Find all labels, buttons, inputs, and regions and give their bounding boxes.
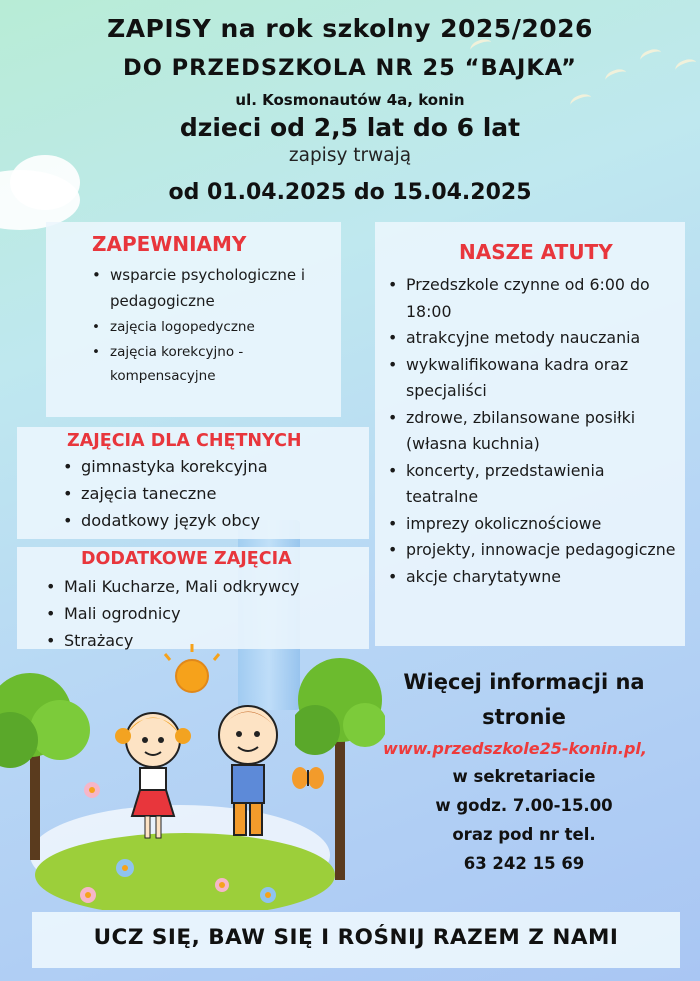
more-info-label-2: stronie: [482, 705, 566, 729]
list-item: • zdrowe, zbilansowane posiłki (własna kuchnia): [406, 405, 681, 458]
list-item: • wsparcie psychologiczne i pedagogiczne: [110, 262, 338, 314]
phone-number: 63 242 15 69: [463, 854, 585, 873]
zapewniamy-list: [110, 262, 338, 389]
slogan-text: UCZ SIĘ, BAW SIĘ I ROŚNIJ RAZEM Z NAMI: [93, 925, 619, 950]
list-item: • atrakcyjne metody nauczania: [406, 325, 681, 352]
nasze-atuty-panel: [375, 222, 685, 646]
enrollment-label: zapisy trwają: [288, 145, 412, 166]
zajecia-dla-chetnych-title: ZAJĘCIA DLA CHĘTNYCH: [67, 431, 302, 451]
more-info-label: Więcej informacji na: [403, 670, 645, 694]
list-item: • imprezy okolicznościowe: [406, 511, 681, 538]
list-item: • zajęcia korekcyjno - kompensacyjne: [110, 340, 338, 388]
address: ul. Kosmonautów 4a, konin: [235, 91, 465, 109]
list-item: • akcje charytatywne: [406, 564, 681, 591]
list-item: • zajęcia taneczne: [81, 480, 367, 507]
list-item: • koncerty, przedstawienia teatralne: [406, 458, 681, 511]
list-item: • Przedszkole czynne od 6:00 do 18:00: [406, 272, 681, 325]
zajecia-dla-chetnych-list: [81, 453, 367, 534]
zapewniamy-panel: [46, 222, 341, 417]
list-item: • gimnastyka korekcyjna: [81, 453, 367, 480]
zajecia-dla-chetnych-panel: [17, 427, 369, 539]
list-item: • wykwalifikowana kadra oraz specjaliści: [406, 352, 681, 405]
age-range: dzieci od 2,5 lat do 6 lat: [179, 113, 521, 142]
list-item: • Strażacy: [64, 627, 364, 654]
nasze-atuty-list: [406, 272, 681, 590]
office-hours: w godz. 7.00-15.00: [435, 796, 613, 815]
title-line: ZAPISY na rok szkolny 2025/2026: [107, 14, 593, 43]
list-item: • Mali ogrodnicy: [64, 600, 364, 627]
list-item: • dodatkowy język obcy: [81, 507, 367, 534]
dodatkowe-zajecia-panel: [17, 547, 369, 649]
list-item: • Mali Kucharze, Mali odkrywcy: [64, 573, 364, 600]
nasze-atuty-title: NASZE ATUTY: [459, 240, 613, 264]
zapewniamy-title: ZAPEWNIAMY: [92, 232, 247, 256]
school-name: DO PRZEDSZKOLA NR 25 “BAJKA”: [123, 55, 577, 81]
list-item: • zajęcia logopedyczne: [110, 315, 338, 339]
office-label: w sekretariacie: [452, 767, 596, 786]
phone-label: oraz pod nr tel.: [452, 825, 596, 844]
website-link[interactable]: www.przedszkole25-konin.pl,: [383, 739, 647, 758]
enrollment-dates: od 01.04.2025 do 15.04.2025: [168, 180, 532, 205]
dodatkowe-zajecia-title: DODATKOWE ZAJĘCIA: [81, 549, 292, 569]
slogan-banner: [32, 912, 680, 968]
sun-icon: [165, 644, 219, 692]
list-item: • projekty, innowacje pedagogiczne: [406, 537, 681, 564]
